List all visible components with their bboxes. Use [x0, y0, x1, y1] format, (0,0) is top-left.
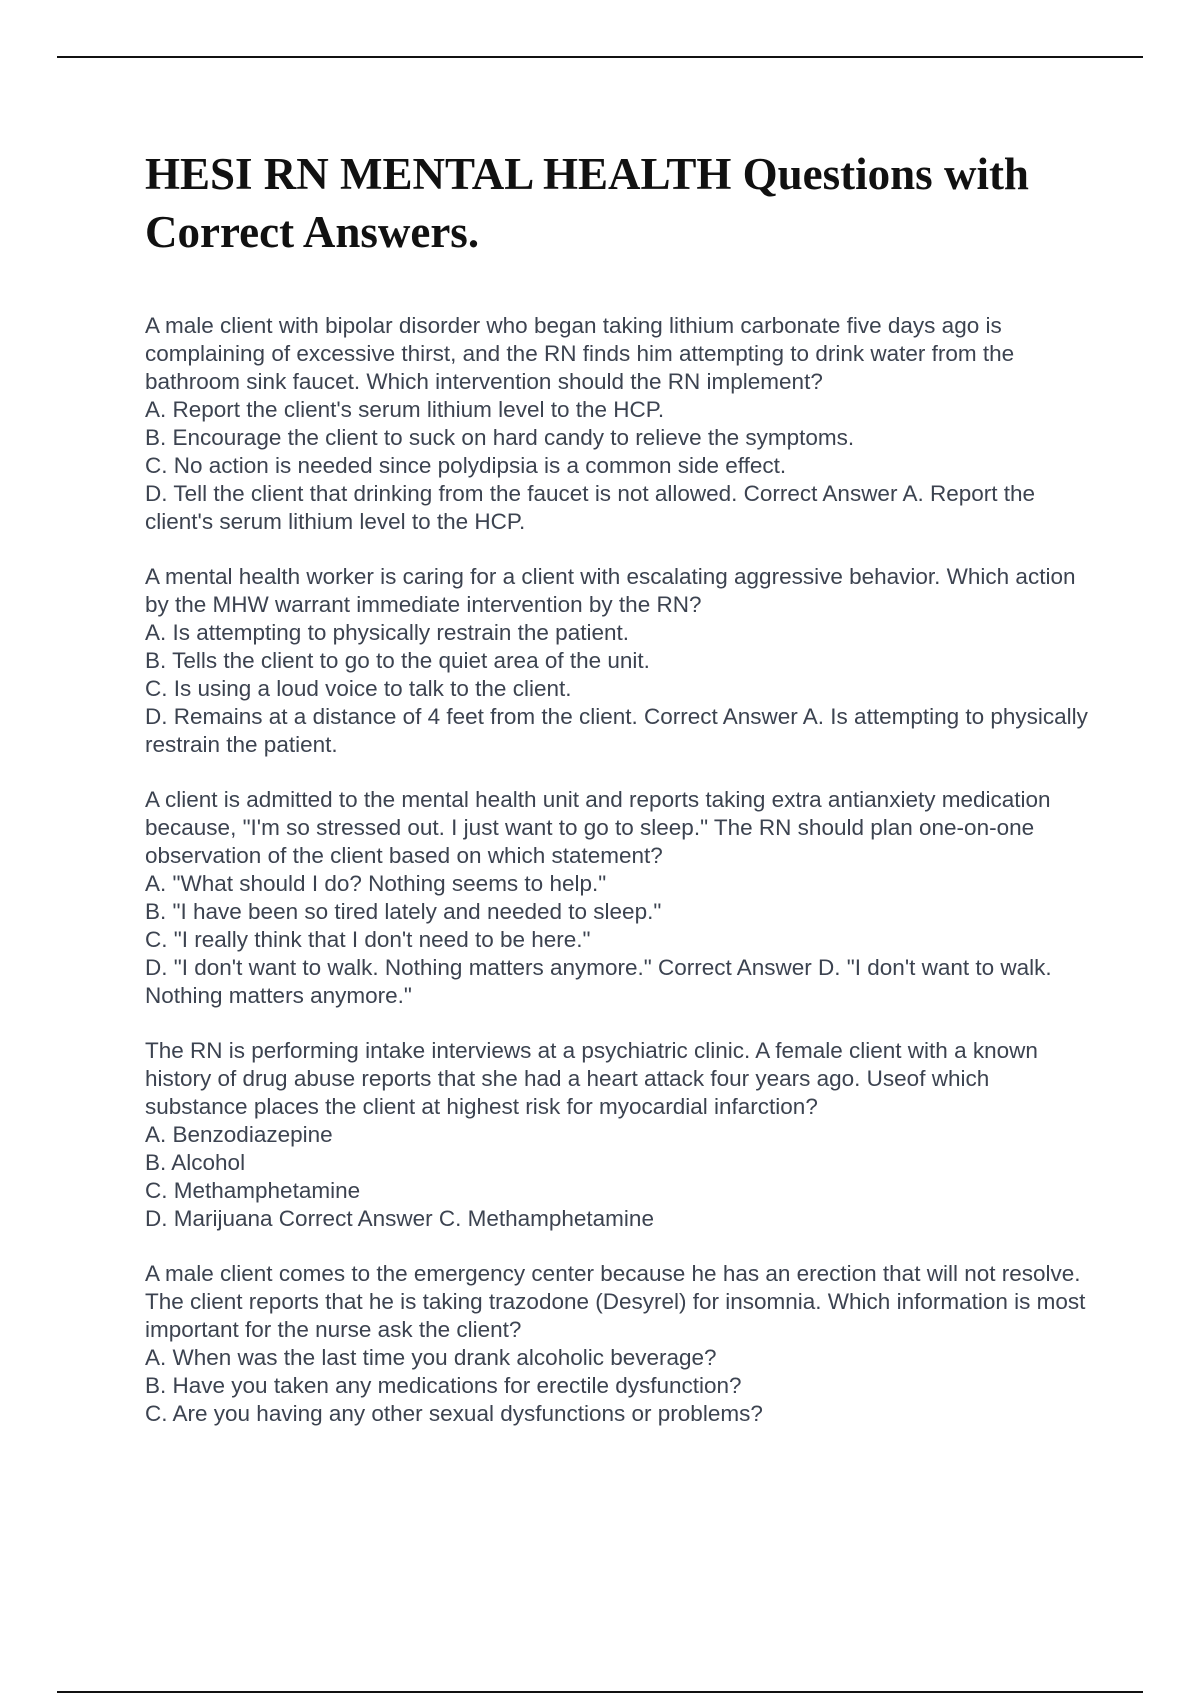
answer-option-b: B. Encourage the client to suck on hard candy to relieve the symptoms. — [145, 425, 855, 450]
question-block-5 — [145, 1260, 1090, 1428]
question-stem: A male client with bipolar disorder who began taking lithium carbonate five days ago is complaining of excessive thirst, and the RN finds him attempting to drink water from the bathroom sink faucet. Which intervention should the RN implement? — [145, 313, 1015, 394]
question-stem: The RN is performing intake interviews at a psychiatric clinic. A female client with a known history of drug abuse reports that she had a heart attack four years ago. Useof which substance places the client at highest risk for myocardial infarction? — [145, 1038, 1038, 1119]
answer-option-b: B. Alcohol — [145, 1150, 246, 1175]
answer-option-c: C. Methamphetamine — [145, 1178, 361, 1203]
question-block-1 — [145, 312, 1090, 536]
question-stem: A male client comes to the emergency center because he has an erection that will not resolve. The client reports that he is taking trazodone (Desyrel) for insomnia. Which information is most important for the nurse ask the client? — [145, 1261, 1086, 1342]
answer-option-c: C. "I really think that I don't need to be here." — [145, 927, 591, 952]
question-block-2 — [145, 563, 1090, 759]
answer-option-c: C. Is using a loud voice to talk to the client. — [145, 676, 572, 701]
question-block-4 — [145, 1037, 1090, 1233]
answer-option-b: B. Have you taken any medications for erectile dysfunction? — [145, 1373, 742, 1398]
document-title: HESI RN MENTAL HEALTH Questions with Correct Answers. — [145, 149, 1029, 257]
answer-option-a: A. Is attempting to physically restrain the patient. — [145, 620, 629, 645]
answer-option-d: D. "I don't want to walk. Nothing matters anymore." Correct Answer D. "I don't want to walk. Nothing matters anymore." — [145, 955, 1052, 1008]
answer-option-b: B. Tells the client to go to the quiet area of the unit. — [145, 648, 650, 673]
answer-option-c: C. No action is needed since polydipsia is a common side effect. — [145, 453, 787, 478]
answer-option-d: D. Marijuana Correct Answer C. Methamphetamine — [145, 1206, 654, 1231]
answer-option-b: B. "I have been so tired lately and needed to sleep." — [145, 899, 662, 924]
answer-option-a: A. "What should I do? Nothing seems to help." — [145, 871, 607, 896]
answer-option-a: A. Report the client's serum lithium level to the HCP. — [145, 397, 665, 422]
question-stem: A client is admitted to the mental health unit and reports taking extra antianxiety medication because, "I'm so stressed out. I just want to go to sleep." The RN should plan one-on-one observation of the client based on which statement? — [145, 787, 1051, 868]
top-rule — [57, 56, 1143, 58]
answer-option-a: A. Benzodiazepine — [145, 1122, 333, 1147]
answer-option-d: D. Tell the client that drinking from the faucet is not allowed. Correct Answer A. Report the client's serum lithium level to the HCP. — [145, 481, 1036, 534]
question-block-3 — [145, 786, 1090, 1010]
answer-option-d: D. Remains at a distance of 4 feet from the client. Correct Answer A. Is attempting to physically restrain the patient. — [145, 704, 1088, 757]
answer-option-c: C. Are you having any other sexual dysfunctions or problems? — [145, 1401, 763, 1426]
question-list — [145, 312, 1090, 1455]
bottom-rule — [57, 1691, 1143, 1693]
answer-option-a: A. When was the last time you drank alcoholic beverage? — [145, 1345, 717, 1370]
question-stem: A mental health worker is caring for a client with escalating aggressive behavior. Which action by the MHW warrant immediate intervention by the RN? — [145, 564, 1076, 617]
